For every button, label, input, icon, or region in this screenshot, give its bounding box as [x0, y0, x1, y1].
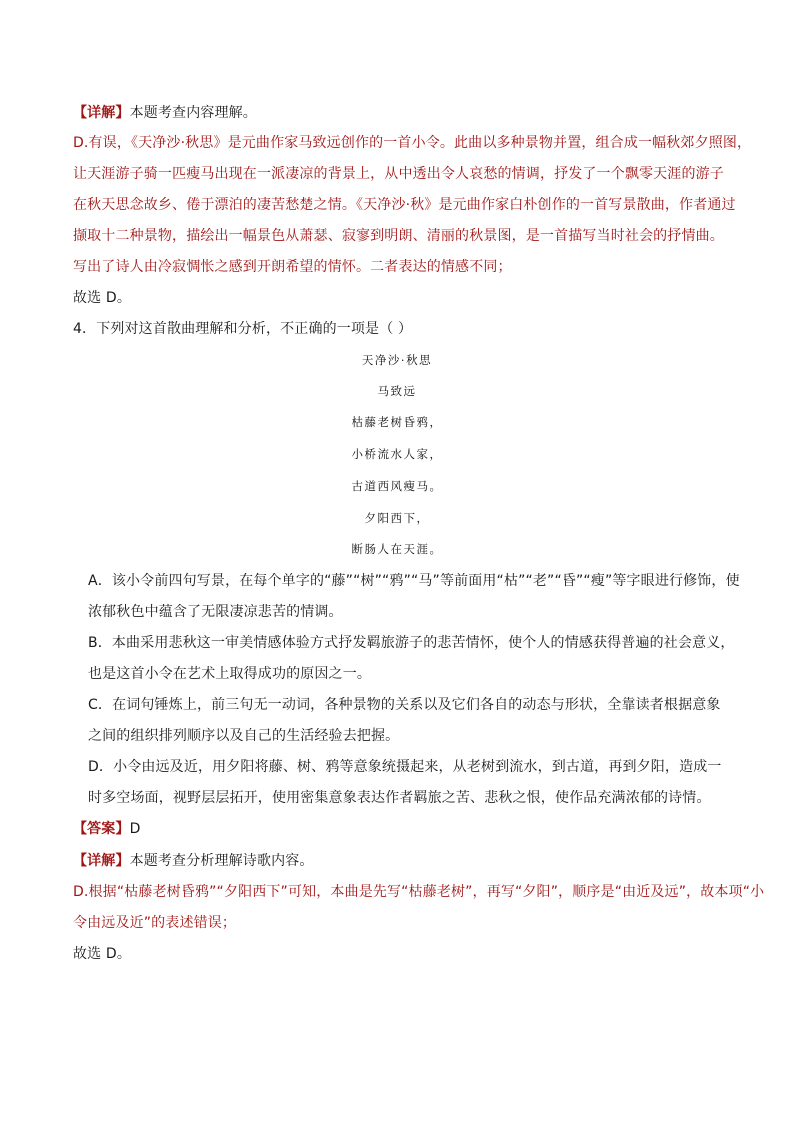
answer-value: D	[129, 821, 141, 837]
option-a-cont: 浓郁秋色中蕴含了无限凄凉悲苦的情调。	[88, 604, 343, 620]
poem-title: 天净沙·秋思	[361, 353, 433, 367]
poem-line: 夕阳西下，	[364, 511, 430, 525]
explanation-line: 写出了诗人由冷寂惆怅之感到开朗希望的情怀。二者表达的情感不同；	[73, 259, 512, 275]
explanation-line: 让天涯游子骑一匹瘦马出现在一派凄凉的背景上，从中透出令人哀愁的情调，抒发了一个飘零天涯的游子	[73, 166, 724, 182]
explanation-line: 撷取十二种景物，描绘出一幅景色从萧瑟、寂寥到明朗、清丽的秋景图，是一首描写当时社会的抒情曲。	[73, 228, 724, 244]
option-d-cont: 时多空场面，视野层层拓开，使用密集意象表达作者羁旅之苦、悲秋之恨，使作品充满浓郁的诗情。	[88, 790, 711, 806]
poem-line: 枯藤老树昏鸦，	[351, 415, 443, 429]
option-d: D．小令由远及近，用夕阳将藤、树、鸦等意象统摄起来，从老树到流水，到古道，再到夕阳，造成一	[88, 759, 722, 775]
option-c-cont: 之间的组织排列顺序以及自己的生活经验去把握。	[88, 728, 400, 744]
detail-text: 本题考查分析理解诗歌内容。	[129, 853, 314, 869]
detail-heading-2	[73, 852, 314, 870]
option-b-cont: 也是这首小令在艺术上取得成功的原因之一。	[88, 666, 371, 682]
conclusion-line: 故选 D。	[73, 290, 131, 306]
explanation-line: D.根据“枯藤老树昏鸦”“夕阳西下”可知，本曲是先写“枯藤老树”，再写“夕阳”，顺序是“由近及远”，故本项“小	[73, 884, 765, 900]
conclusion-line: 故选 D。	[73, 946, 131, 962]
option-a: A．该小令前四句写景，在每个单字的“藤”“树”“鸦”“马”等前面用“枯”“老”“昏”“瘦”等字眼进行修饰，使	[88, 573, 740, 589]
detail-heading-1	[73, 104, 257, 122]
explanation-line: 令由远及近”的表述错误；	[73, 915, 237, 931]
question-stem: 4．下列对这首散曲理解和分析，不正确的一项是（ ）	[73, 321, 413, 337]
option-c: C．在词句锤炼上，前三句无一动词，各种景物的关系以及它们各自的动态与形状，全靠读者根据意象	[88, 697, 721, 713]
option-b: B．本曲采用悲秋这一审美情感体验方式抒发羁旅游子的悲苦情怀，使个人的情感获得普遍的社会意义，	[88, 635, 735, 651]
poem-author: 马致远	[377, 384, 417, 398]
explanation-line: D.有误，《天净沙·秋思》是元曲作家马致远创作的一首小令。此曲以多种景物并置，组合成一幅秋郊夕照图，	[73, 135, 752, 151]
detail-label: 【详解】	[73, 105, 130, 121]
poem-line: 古道西风瘦马。	[351, 479, 443, 493]
detail-text: 本题考查内容理解。	[129, 105, 257, 121]
poem-line: 断肠人在天涯。	[351, 542, 443, 556]
answer-label: 【答案】	[73, 821, 130, 837]
detail-label: 【详解】	[73, 853, 130, 869]
explanation-line: 在秋天思念故乡、倦于漂泊的凄苦愁楚之情。《天净沙·秋》是元曲作家白朴创作的一首写景散曲，作者通过	[73, 197, 736, 213]
poem-line: 小桥流水人家，	[351, 447, 443, 461]
answer-line	[73, 820, 141, 838]
